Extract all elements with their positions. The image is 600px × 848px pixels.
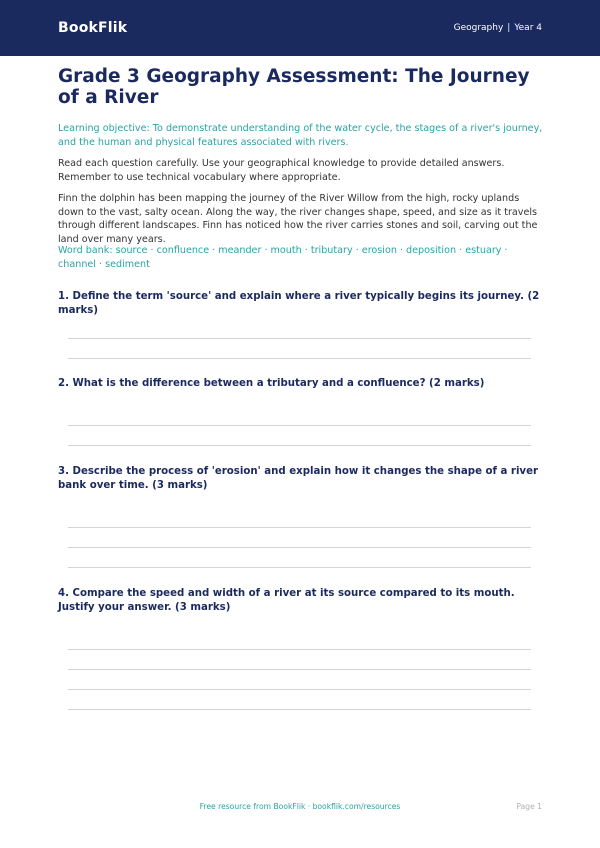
question-4: 4. Compare the speed and width of a river at its source compared to its mouth. Justify your answer. (3 marks)	[58, 588, 515, 613]
answer-line[interactable]	[68, 689, 531, 690]
answer-line[interactable]	[68, 669, 531, 670]
question-3: 3. Describe the process of 'erosion' and explain how it changes the shape of a river bank over time. (3 marks)	[58, 466, 539, 491]
answer-line[interactable]	[68, 547, 531, 548]
header-separator: |	[507, 23, 511, 33]
answer-line[interactable]	[68, 709, 531, 710]
page-number: Page 1	[516, 802, 542, 811]
brand-logo[interactable]: BookFlik	[58, 20, 128, 36]
question-1: 1. Define the term 'source' and explain where a river typically begins its journey. (2 marks)	[58, 291, 540, 316]
answer-line[interactable]	[68, 445, 531, 446]
answer-line[interactable]	[68, 425, 531, 426]
year-label: Year 4	[514, 23, 542, 33]
page-title: Grade 3 Geography Assessment: The Journey of a River	[58, 66, 530, 108]
answer-line[interactable]	[68, 567, 531, 568]
answer-line[interactable]	[68, 649, 531, 650]
story-paragraph: Finn the dolphin has been mapping the journey of the River Willow from the high, rocky uplands down to the vast, salty ocean. Along the way, the river changes shape, speed, and size as it travels through different landscapes. Finn has noticed how the river carries stones and soil, carving out the land over many years.	[58, 193, 538, 245]
instructions-paragraph: Read each question carefully. Use your geographical knowledge to provide detailed answers. Remember to use technical vocabulary where appropriate.	[58, 158, 505, 183]
header-meta	[454, 23, 542, 33]
word-bank: Word bank: source · confluence · meander · mouth · tributary · erosion · deposition · estuary · channel · sediment	[58, 245, 508, 270]
answer-line[interactable]	[68, 527, 531, 528]
header-bar	[0, 0, 600, 56]
footer-credit[interactable]: Free resource from BookFlik · bookflik.com/resources	[199, 802, 401, 811]
subject-label: Geography	[453, 23, 504, 33]
question-2: 2. What is the difference between a tributary and a confluence? (2 marks)	[58, 378, 485, 389]
learning-objective: Learning objective: To demonstrate understanding of the water cycle, the stages of a river's journey, and the human and physical features associated with rivers.	[58, 123, 543, 148]
answer-line[interactable]	[68, 358, 531, 359]
answer-line[interactable]	[68, 338, 531, 339]
